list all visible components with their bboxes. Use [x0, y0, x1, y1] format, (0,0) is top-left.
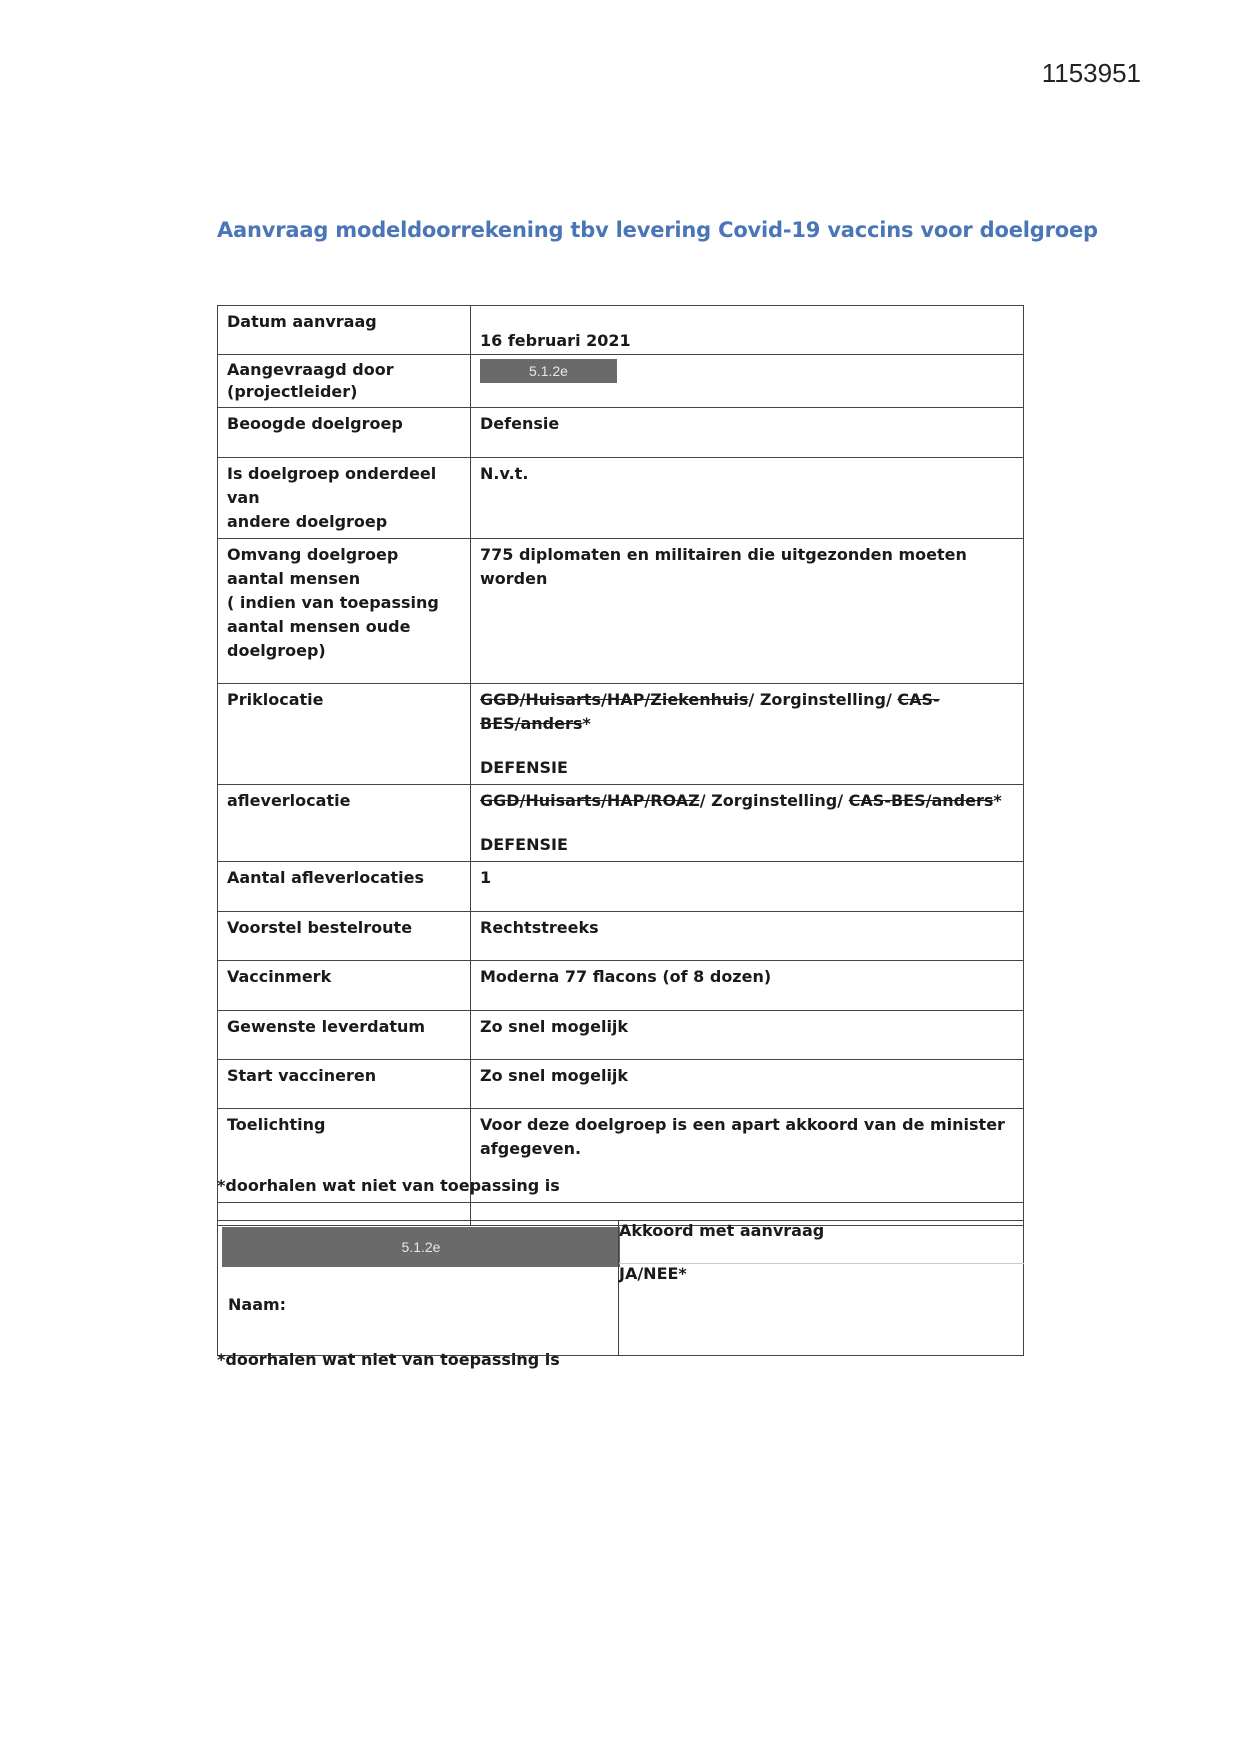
row-priklocatie [218, 684, 1024, 785]
redaction-box: 5.1.2e [480, 359, 617, 383]
label-toelichting: Toelichting [227, 1115, 326, 1134]
asterisk: * [582, 714, 591, 733]
kept-option: / Zorginstelling/ [699, 791, 849, 810]
value-priklocatie: DEFENSIE [480, 758, 568, 777]
row-omvang-doelgroep [218, 539, 1024, 684]
row-leverdatum [218, 1011, 1024, 1060]
row-onderdeel-doelgroep [218, 458, 1024, 539]
approval-table [217, 1220, 1024, 1356]
value-beoogde-doelgroep: Defensie [480, 414, 560, 433]
label-aantal-afleverlocaties: Aantal afleverlocaties [227, 868, 425, 887]
label-projectleider: (projectleider) [227, 382, 358, 401]
value-datum-aanvraag: 16 februari 2021 [480, 331, 631, 350]
value-aantal-afleverlocaties: 1 [480, 868, 492, 887]
label-omvang-line5: doelgroep) [227, 641, 326, 660]
row-start-vaccineren [218, 1060, 1024, 1109]
label-beoogde-doelgroep: Beoogde doelgroep [227, 414, 403, 433]
value-vaccinmerk: Moderna 77 flacons (of 8 dozen) [480, 967, 772, 986]
label-onderdeel-line2: andere doelgroep [227, 512, 388, 531]
label-vaccinmerk: Vaccinmerk [227, 967, 332, 986]
label-omvang-line1: Omvang doelgroep [227, 545, 399, 564]
struck-options-1: GGD/Huisarts/HAP/Ziekenhuis [480, 690, 749, 709]
page-title: Aanvraag modeldoorrekening tbv levering Covid-19 vaccins voor doelgroep [217, 218, 1098, 242]
label-start-vaccineren: Start vaccineren [227, 1066, 377, 1085]
label-onderdeel-line1: Is doelgroep onderdeel van [227, 464, 437, 507]
value-onderdeel: N.v.t. [480, 464, 529, 483]
row-vaccinmerk [218, 961, 1024, 1011]
label-priklocatie: Priklocatie [227, 690, 324, 709]
struck-options-2: CAS-BES/anders [848, 791, 994, 810]
row-aantal-afleverlocaties [218, 862, 1024, 912]
label-aangevraagd-door: Aangevraagd door [227, 360, 394, 379]
value-toelichting-line1: Voor deze doelgroep is een apart akkoord van de minister [480, 1115, 1005, 1134]
label-omvang-line3: ( indien van toepassing [227, 593, 439, 612]
label-datum-aanvraag: Datum aanvraag [227, 312, 377, 331]
footnote-2: *doorhalen wat niet van toepassing is [217, 1350, 560, 1369]
priklocatie-options [480, 688, 1014, 736]
value-bestelroute: Rechtstreeks [480, 918, 599, 937]
akkoord-label: Akkoord met aanvraag [619, 1221, 1024, 1264]
redaction-box: 5.1.2e [222, 1227, 620, 1267]
struck-options-2: CAS-BES/anders [480, 690, 940, 733]
ja-nee-field: JA/NEE* [619, 1264, 687, 1283]
asterisk: * [993, 791, 1002, 810]
row-beoogde-doelgroep [218, 408, 1024, 458]
value-toelichting-line2: afgegeven. [480, 1139, 582, 1158]
value-omvang: 775 diplomaten en militairen die uitgezonden moeten worden [480, 545, 967, 588]
row-datum-aanvraag [218, 306, 1024, 355]
value-leverdatum: Zo snel mogelijk [480, 1017, 629, 1036]
row-aangevraagd-door [218, 355, 1024, 408]
request-form-table [217, 305, 1024, 1226]
label-afleverlocatie: afleverlocatie [227, 791, 351, 810]
label-leverdatum: Gewenste leverdatum [227, 1017, 426, 1036]
label-bestelroute: Voorstel bestelroute [227, 918, 413, 937]
naam-label: Naam: [228, 1295, 287, 1314]
struck-options-1: GGD/Huisarts/HAP/ROAZ [480, 791, 700, 810]
kept-option: / Zorginstelling/ [748, 690, 898, 709]
afleverlocatie-options [480, 789, 1014, 813]
footnote: *doorhalen wat niet van toepassing is [217, 1176, 560, 1195]
value-start-vaccineren: Zo snel mogelijk [480, 1066, 629, 1085]
label-omvang-line4: aantal mensen oude [227, 617, 411, 636]
document-number: 1153951 [1041, 58, 1141, 88]
label-omvang-line2: aantal mensen [227, 569, 361, 588]
value-afleverlocatie: DEFENSIE [480, 835, 568, 854]
row-afleverlocatie [218, 785, 1024, 862]
row-bestelroute [218, 912, 1024, 961]
